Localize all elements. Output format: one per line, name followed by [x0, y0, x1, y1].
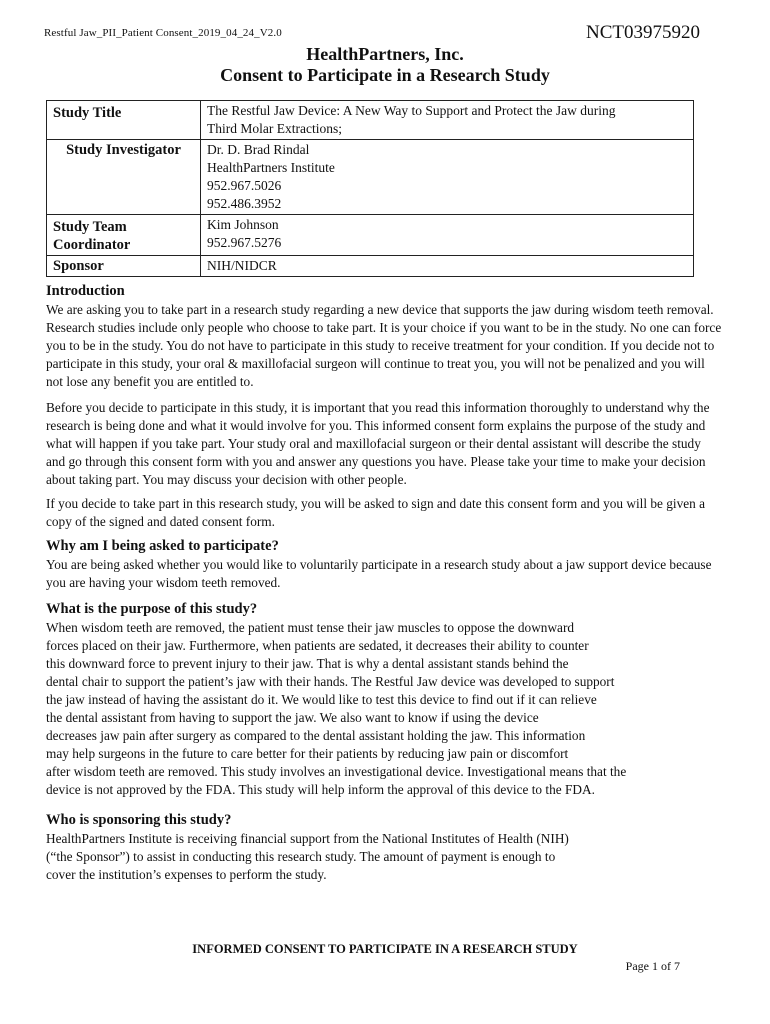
study-title-row	[47, 101, 694, 140]
consent-body	[46, 282, 722, 884]
investigator-label: Study Investigator	[47, 140, 201, 215]
coordinator-phone: 952.967.5276	[207, 235, 282, 250]
footer-caption: INFORMED CONSENT TO PARTICIPATE IN A RESEARCH STUDY	[192, 942, 578, 956]
purpose-paragraph	[46, 619, 722, 799]
purpose-line: forces placed on their jaw. Furthermore, when patients are sedated, it decreases their ability to counter	[46, 638, 589, 653]
sponsor-heading: Who is sponsoring this study?	[46, 812, 232, 828]
study-title-line: Third Molar Extractions;	[207, 121, 342, 136]
purpose-heading: What is the purpose of this study?	[46, 601, 258, 617]
organization-name: HealthPartners, Inc.	[306, 44, 464, 64]
coordinator-value	[201, 215, 694, 256]
sponsor-line: (“the Sponsor”) to assist in conducting this research study. The amount of payment is enough to	[46, 849, 556, 864]
sponsor-line: cover the institution’s expenses to perform the study.	[46, 867, 327, 882]
investigator-value	[201, 140, 694, 215]
introduction-heading: Introduction	[46, 283, 125, 299]
investigator-phone: 952.486.3952	[207, 196, 282, 211]
purpose-line: the jaw instead of having the assistant do it. We would like to test this device to find out if it can relieve	[46, 692, 597, 707]
sponsor-paragraph	[46, 830, 722, 884]
sponsor-value: NIH/NIDCR	[201, 256, 694, 277]
nct-number: NCT03975920	[586, 22, 700, 43]
page-number: Page 1 of 7	[625, 959, 680, 973]
investigator-phone: 952.967.5026	[207, 178, 282, 193]
coordinator-label	[47, 215, 201, 256]
coordinator-label-line: Coordinator	[53, 237, 131, 253]
purpose-line: may help surgeons in the future to care better for their patients by reducing jaw pain or discomfort	[46, 746, 569, 761]
purpose-line: dental chair to support the patient’s jaw with their hands. The Restful Jaw device was developed to support	[46, 674, 615, 689]
purpose-line: this downward force to prevent injury to their jaw. That is why a dental assistant stands behind the	[46, 656, 569, 671]
investigator-name: Dr. D. Brad Rindal	[207, 142, 310, 157]
purpose-line: device is not approved by the FDA. This study will help inform the approval of this device to the FDA.	[46, 782, 595, 797]
coordinator-row	[47, 215, 694, 256]
study-info-table	[46, 100, 694, 277]
purpose-line: after wisdom teeth are removed. This study involves an investigational device. Investigational means that the	[46, 764, 627, 779]
purpose-line: the dental assistant from having to support the jaw. We also want to know if using the device	[46, 710, 539, 725]
sponsor-line: HealthPartners Institute is receiving financial support from the National Institutes of Health (NIH)	[46, 831, 569, 846]
coordinator-name: Kim Johnson	[207, 217, 279, 232]
introduction-paragraph: We are asking you to take part in a research study regarding a new device that supports the jaw during wisdom teeth removal. Research studies include only people who choose to take part. It is your choice if you want to be in the study. No one can force you to be in the study. You do not have to participate in this study to receive treatment for your condition. If you decide not to participate in this study, your oral & maxillofacial surgeon will continue to treat you, you will not be penalized and you will not lose any benefit you are entitled to.	[46, 302, 722, 389]
study-title-line: The Restful Jaw Device: A New Way to Support and Protect the Jaw during	[207, 103, 616, 118]
file-identifier: Restful Jaw_PII_Patient Consent_2019_04_24_V2.0	[44, 27, 282, 39]
why-paragraph: You are being asked whether you would like to voluntarily participate in a research study about a jaw support device because you are having your wisdom teeth removed.	[46, 557, 712, 590]
document-title: Consent to Participate in a Research Study	[220, 65, 550, 85]
purpose-line: decreases jaw pain after surgery as compared to the dental assistant holding the jaw. This information	[46, 728, 586, 743]
study-title-label: Study Title	[47, 101, 201, 140]
coordinator-label-line: Study Team	[53, 219, 127, 235]
introduction-paragraph: Before you decide to participate in this study, it is important that you read this information thoroughly to understand why the research is being done and what it would involve for you. This informed consent form explains the purpose of the study and what will happen if you take part. Your study oral and maxillofacial surgeon or their dental assistant will describe the study and go through this consent form with you and answer any questions you have. Please take your time to make your decision about taking part. You may discuss your decision with other people.	[46, 400, 710, 487]
introduction-paragraph: If you decide to take part in this research study, you will be asked to sign and date this consent form and you will be given a copy of the signed and dated consent form.	[46, 496, 706, 529]
why-heading: Why am I being asked to participate?	[46, 538, 279, 554]
investigator-institute: HealthPartners Institute	[207, 160, 335, 175]
sponsor-label: Sponsor	[47, 256, 201, 277]
study-title-value	[201, 101, 694, 140]
sponsor-row	[47, 256, 694, 277]
investigator-row	[47, 140, 694, 215]
purpose-line: When wisdom teeth are removed, the patient must tense their jaw muscles to oppose the downward	[46, 620, 575, 635]
